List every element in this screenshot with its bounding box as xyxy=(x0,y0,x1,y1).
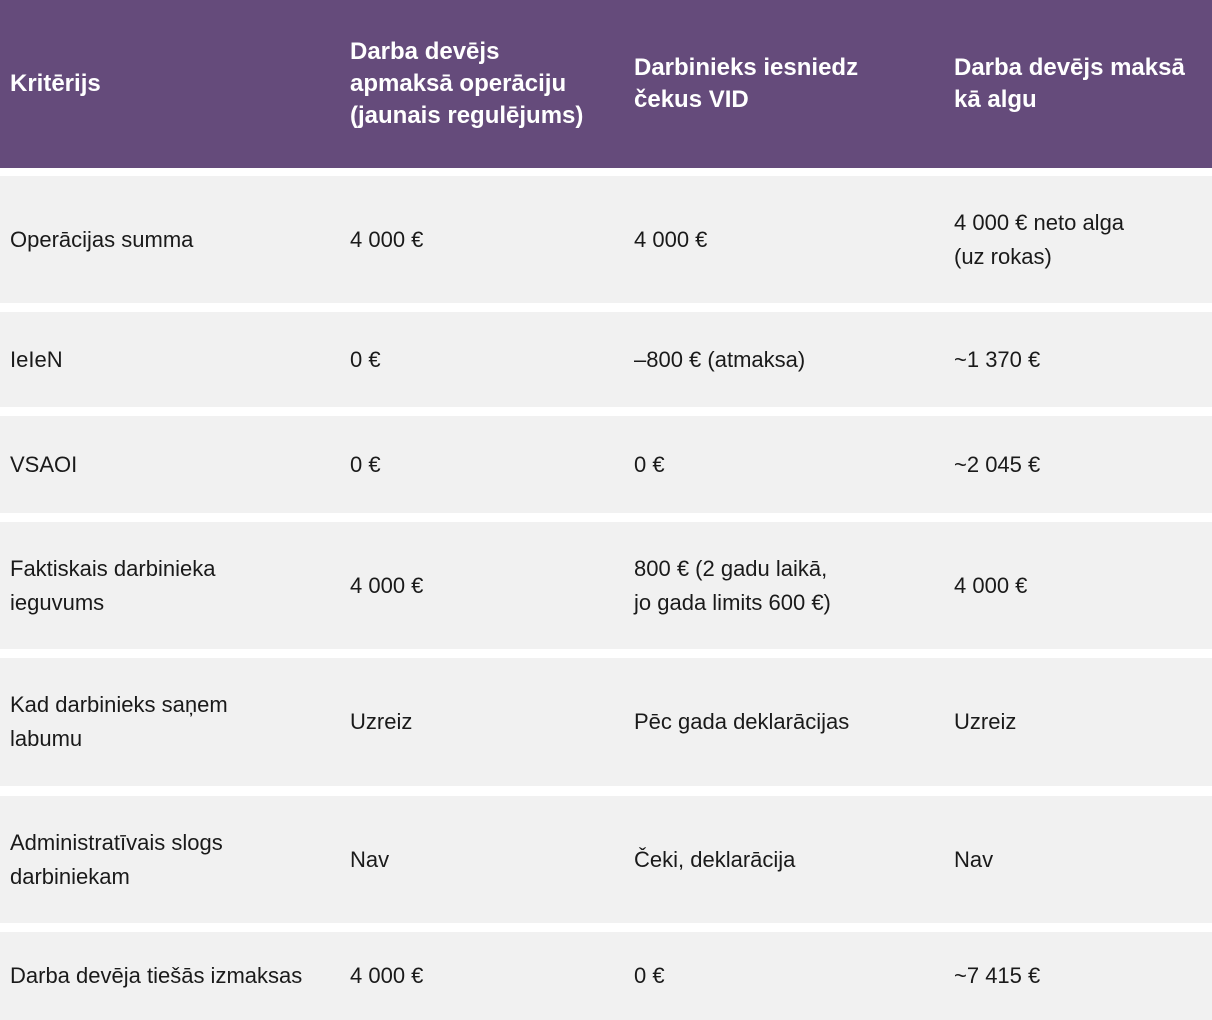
cell-line: ieguvums xyxy=(10,589,105,615)
row-value xyxy=(954,206,1212,274)
header-line: (jaunais regulējums) xyxy=(350,102,584,129)
row-criterion xyxy=(10,688,340,756)
cell-line: 4 000 € xyxy=(350,226,424,252)
row-criterion xyxy=(10,826,340,894)
row-value xyxy=(954,448,1212,482)
cell-line: darbiniekam xyxy=(10,863,130,889)
cell-line: 800 € (2 gadu laikā, xyxy=(634,555,828,581)
cell-line: Nav xyxy=(350,846,390,872)
row-value xyxy=(350,569,625,603)
cell-line: 0 € xyxy=(350,451,381,477)
row-value xyxy=(954,569,1212,603)
row-value xyxy=(350,448,625,482)
header-line: Darba devējs maksā xyxy=(954,54,1185,81)
header-line: Kritērijs xyxy=(10,70,101,97)
table-row xyxy=(0,176,1212,303)
cell-line: 0 € xyxy=(350,346,381,372)
header-criterion xyxy=(10,68,340,100)
cell-line: Nav xyxy=(954,846,994,872)
cell-line: Uzreiz xyxy=(350,709,413,734)
cell-line: VSAOI xyxy=(10,451,78,477)
cell-line: 4 000 € xyxy=(350,963,424,988)
header-line: Darbinieks iesniedz xyxy=(634,54,859,81)
row-value xyxy=(954,343,1212,377)
cell-line: 4 000 € xyxy=(954,572,1028,598)
row-value xyxy=(634,959,944,993)
row-value xyxy=(634,343,944,377)
table-row xyxy=(0,796,1212,923)
cell-line: Operācijas summa xyxy=(10,226,194,252)
header-line: apmaksā operāciju xyxy=(350,70,567,97)
cell-line: jo gada limits 600 €) xyxy=(634,589,831,615)
table-header xyxy=(0,0,1212,168)
cell-line: ~2 045 € xyxy=(954,451,1041,477)
cell-line: Administratīvais slogs xyxy=(10,829,223,855)
row-criterion xyxy=(10,448,340,482)
row-value xyxy=(350,843,625,877)
cell-line: IeIeN xyxy=(10,346,63,372)
row-criterion xyxy=(10,343,340,377)
cell-line: Faktiskais darbinieka xyxy=(10,555,216,581)
table-row xyxy=(0,932,1212,1020)
header-employer-pays-operation xyxy=(350,36,625,132)
row-criterion xyxy=(10,959,340,993)
cell-line: Darba devēja tiešās izmaksas xyxy=(10,963,303,988)
cell-line: Čeki, deklarācija xyxy=(634,846,796,872)
cell-line: 0 € xyxy=(634,963,665,988)
cell-line: 4 000 € xyxy=(350,572,424,598)
cell-line: Kad darbinieks saņem xyxy=(10,692,228,717)
row-value xyxy=(954,959,1212,993)
row-criterion xyxy=(10,223,340,257)
cell-line: Uzreiz xyxy=(954,709,1017,734)
row-criterion xyxy=(10,552,340,620)
row-value xyxy=(634,552,944,620)
cell-line: ~1 370 € xyxy=(954,346,1041,372)
row-value xyxy=(634,448,944,482)
row-value xyxy=(634,843,944,877)
cell-line: –800 € (atmaksa) xyxy=(634,346,806,372)
cell-line: labumu xyxy=(10,726,83,751)
cell-line: 0 € xyxy=(634,451,665,477)
header-employee-submits-receipts xyxy=(634,52,944,116)
row-value xyxy=(954,843,1212,877)
header-line: Darba devējs xyxy=(350,38,500,65)
cell-line: 4 000 € xyxy=(634,226,708,252)
header-line: čekus VID xyxy=(634,86,749,113)
cell-line: 4 000 € neto alga xyxy=(954,209,1125,235)
row-value xyxy=(634,705,944,739)
row-value xyxy=(350,223,625,257)
row-value xyxy=(350,959,625,993)
header-line: kā algu xyxy=(954,86,1037,113)
table-row xyxy=(0,416,1212,513)
table-row xyxy=(0,522,1212,649)
table-row xyxy=(0,658,1212,786)
row-value xyxy=(350,343,625,377)
row-value xyxy=(634,223,944,257)
table-row xyxy=(0,312,1212,407)
header-employer-pays-as-salary xyxy=(954,52,1212,116)
row-value xyxy=(350,705,625,739)
cell-line: ~7 415 € xyxy=(954,963,1041,988)
row-value xyxy=(954,705,1212,739)
cell-line: (uz rokas) xyxy=(954,243,1052,269)
cell-line: Pēc gada deklarācijas xyxy=(634,709,850,734)
